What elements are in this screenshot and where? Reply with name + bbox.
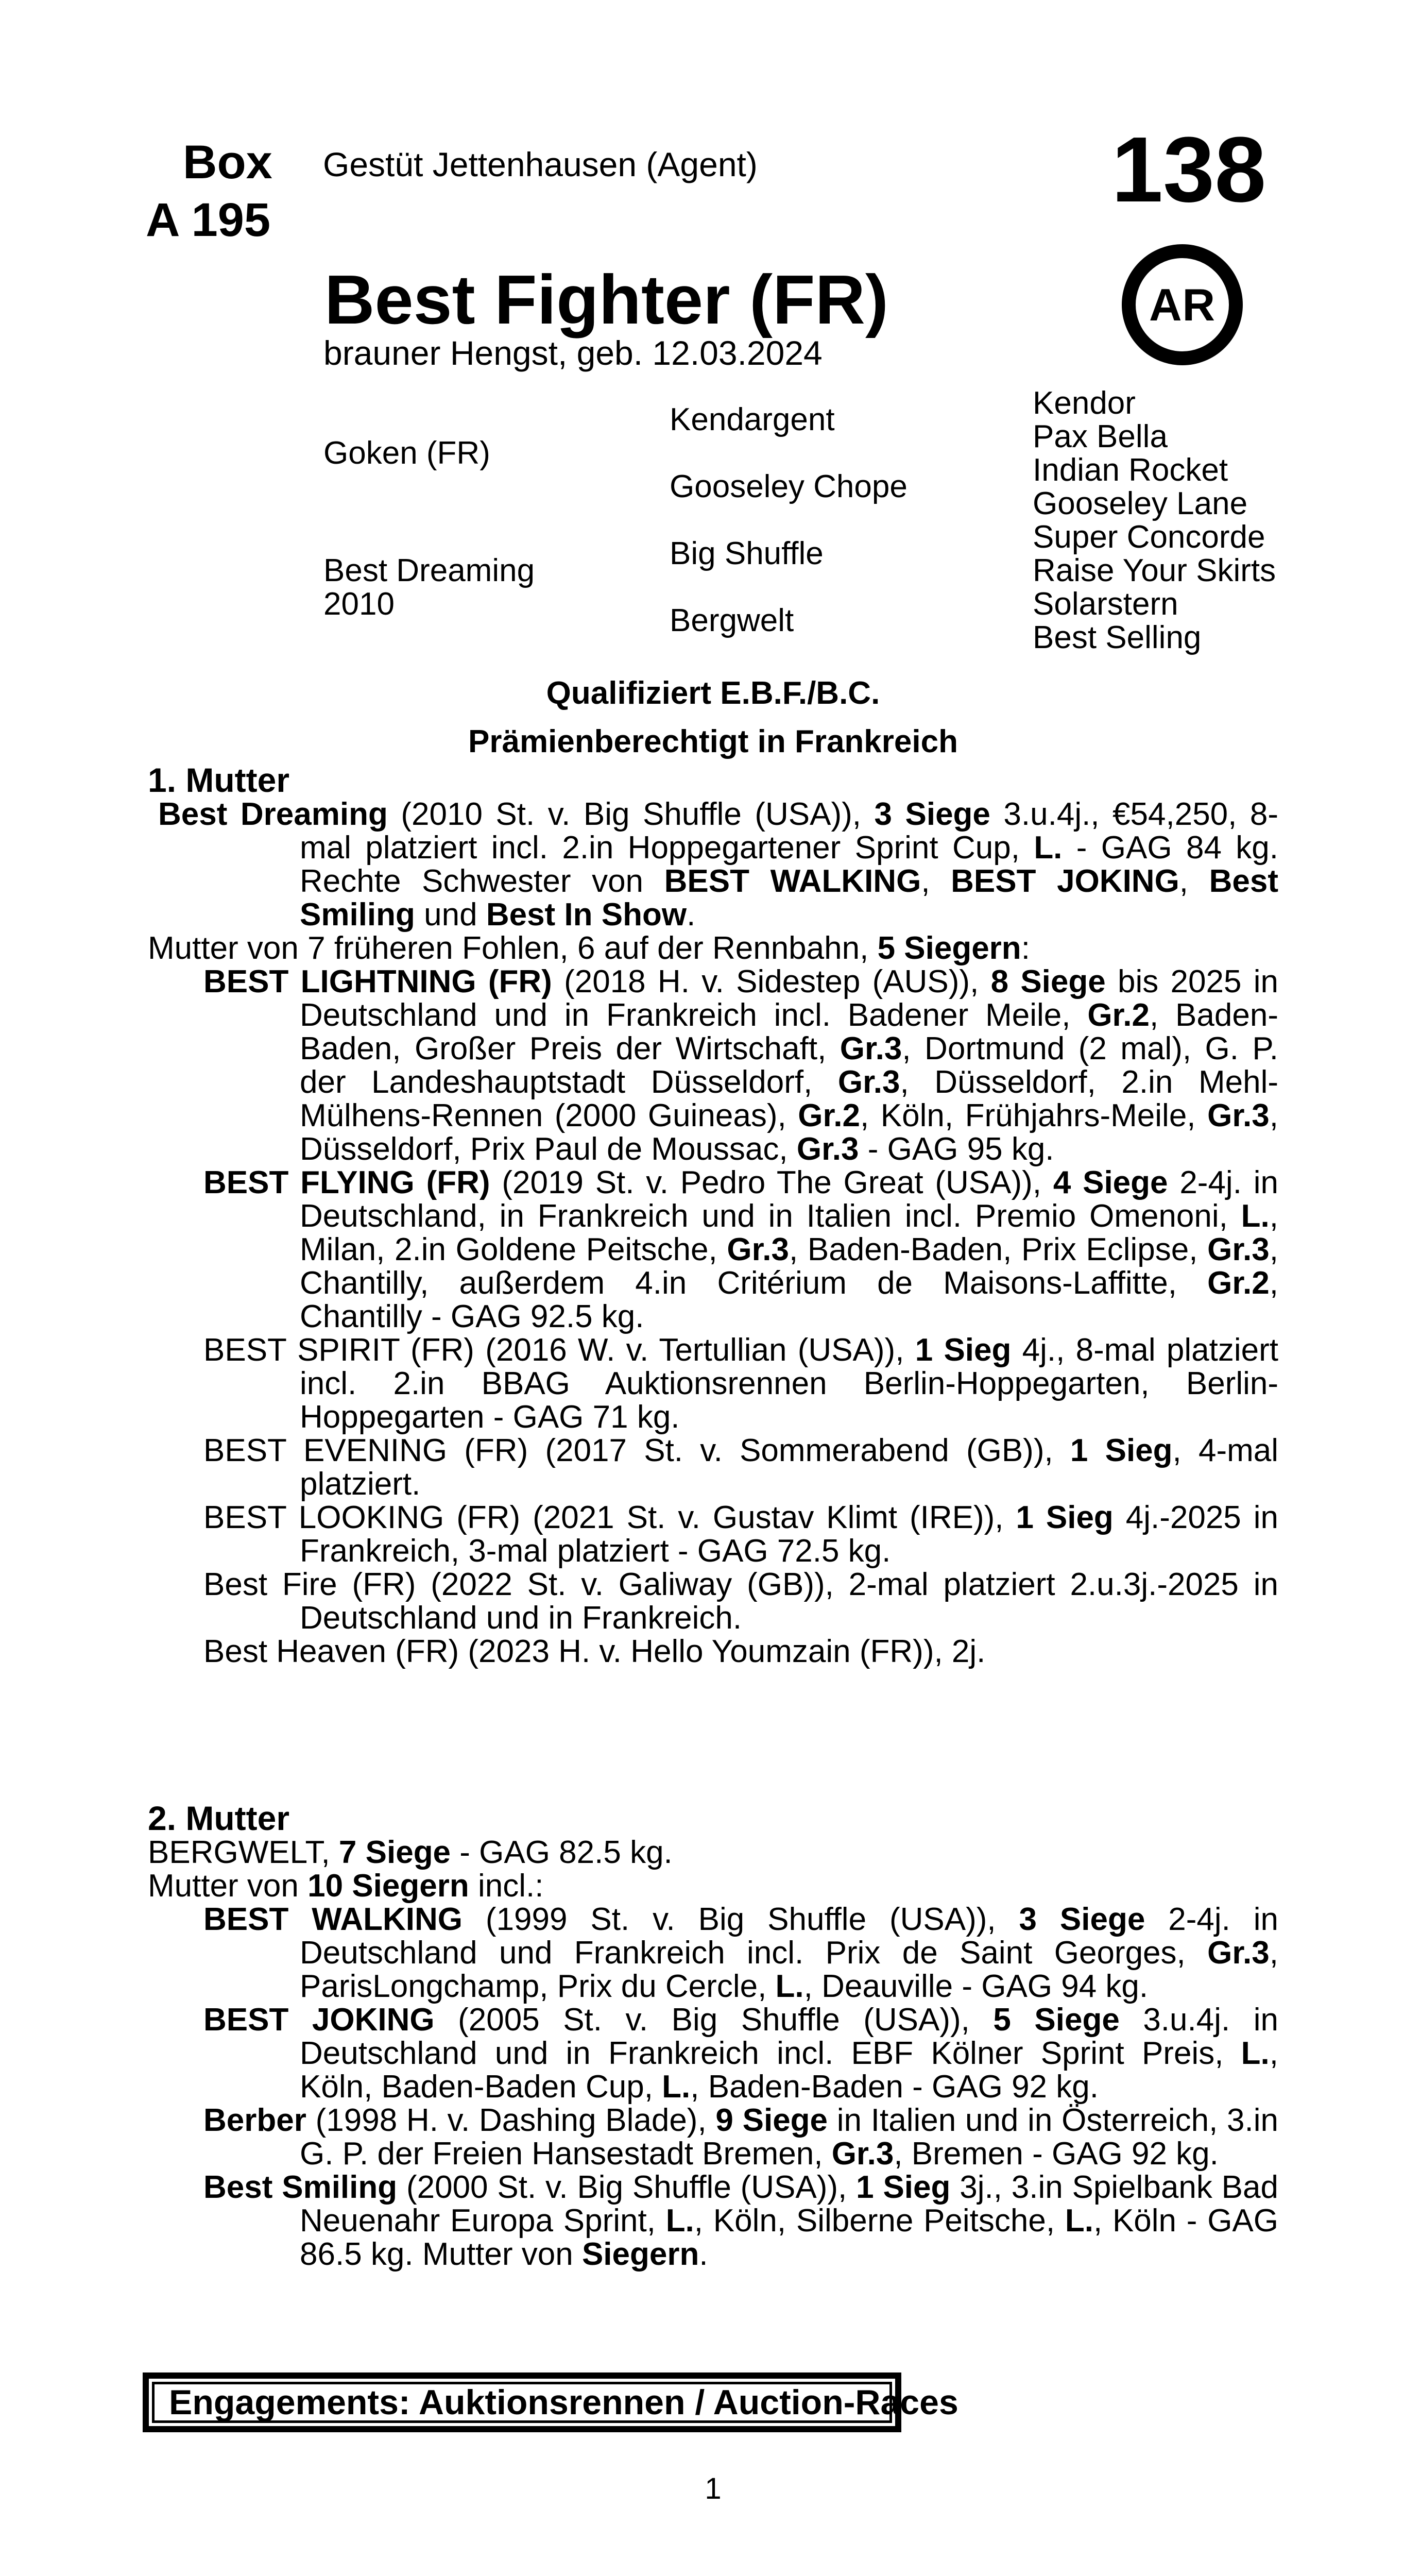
pedigree-cell: Indian Rocket	[1033, 452, 1228, 488]
pedigree-sire: Goken (FR)	[323, 435, 490, 471]
pedigree-paragraph: Best Dreaming (2010 St. v. Big Shuffle (USA)), 3 Siege 3.u.4j., €54,250, 8-mal platziert incl. 2.in Hoppegartener Sprint Cup, L. - GAG 84 kg. Rechte Schwester von BEST WALKING, BEST JOKING, Best Smiling und Best In Show.	[158, 796, 1279, 933]
engagements-box	[143, 2372, 958, 2432]
pedigree-paragraph: BEST SPIRIT (FR) (2016 W. v. Tertullian (USA)), 1 Sieg 4j., 8-mal platziert incl. 2.in BBAG Auktionsrennen Berlin-Hoppegarten, Berlin-Hoppegarten - GAG 71 kg.	[203, 1332, 1279, 1435]
pedigree-paragraph: BEST WALKING (1999 St. v. Big Shuffle (USA)), 3 Siege 2-4j. in Deutschland und Frankreich incl. Prix de Saint Georges, Gr.3, ParisLongchamp, Prix du Cercle, L., Deauville - GAG 94 kg.	[203, 1902, 1279, 2004]
pedigree-paragraph: BEST FLYING (FR) (2019 St. v. Pedro The Great (USA)), 4 Siege 2-4j. in Deutschland, in Frankreich und in Italien incl. Premio Omenoni, L., Milan, 2.in Goldene Peitsche, Gr.3, Baden-Baden, Prix Eclipse, Gr.3, Chantilly, außerdem 4.in Critérium de Maisons-Laffitte, Gr.2, Chantilly - GAG 92.5 kg.	[203, 1165, 1278, 1334]
ar-emblem-label: AR	[1149, 279, 1216, 330]
pedigree-cell: Solarstern	[1033, 586, 1178, 622]
pedigree-cell: Raise Your Skirts	[1033, 553, 1276, 588]
qualification-line: Qualifiziert E.B.F./B.C.	[546, 675, 880, 711]
pedigree-paragraph: Mutter von 7 früheren Fohlen, 6 auf der Rennbahn, 5 Siegern:	[148, 930, 1030, 966]
lot-number: 138	[1111, 118, 1266, 222]
engagements-inner-frame	[152, 2382, 958, 2423]
horse-description: brauner Hengst, geb. 12.03.2024	[323, 334, 823, 372]
pedigree-cell: Pax Bella	[1033, 419, 1168, 454]
pedigree-dam: Best Dreaming	[323, 553, 535, 588]
box-number: A 195	[146, 194, 271, 246]
box-label: Box	[183, 136, 272, 189]
pedigree-paragraph: BEST EVENING (FR) (2017 St. v. Sommerabend (GB)), 1 Sieg, 4-mal platziert.	[203, 1433, 1278, 1502]
consignor-name: Gestüt Jettenhausen (Agent)	[323, 145, 758, 183]
pedigree-cell: Best Selling	[1033, 620, 1202, 655]
horse-name: Best Fighter (FR)	[324, 261, 888, 338]
section-heading: 1. Mutter	[148, 761, 290, 799]
ar-emblem-icon	[1122, 244, 1243, 365]
pedigree-cell: Kendor	[1033, 385, 1136, 421]
pedigree-dam-year: 2010	[323, 586, 395, 622]
pedigree-paragraph: BERGWELT, 7 Siege - GAG 82.5 kg.	[148, 1835, 673, 1870]
pedigree-cell: Gooseley Lane	[1033, 486, 1248, 521]
pedigree-paragraph: Best Smiling (2000 St. v. Big Shuffle (USA)), 1 Sieg 3j., 3.in Spielbank Bad Neuenahr Europa Sprint, L., Köln, Silberne Peitsche, L., Köln - GAG 86.5 kg. Mutter von Siegern.	[203, 2170, 1279, 2272]
page-number: 1	[705, 2472, 722, 2505]
pedigree-paragraph: BEST LOOKING (FR) (2021 St. v. Gustav Klimt (IRE)), 1 Sieg 4j.-2025 in Frankreich, 3-mal platziert - GAG 72.5 kg.	[203, 1500, 1278, 1569]
pedigree-paragraph: BEST LIGHTNING (FR) (2018 H. v. Sidestep (AUS)), 8 Siege bis 2025 in Deutschland und in Frankreich incl. Badener Meile, Gr.2, Baden-Baden, Großer Preis der Wirtschaft, Gr.3, Dortmund (2 mal), G. P. der Landeshauptstadt Düsseldorf, Gr.3, Düsseldorf, 2.in Mehl-Mülhens-Rennen (2000 Guineas), Gr.2, Köln, Frühjahrs-Meile, Gr.3, Düsseldorf, Prix Paul de Moussac, Gr.3 - GAG 95 kg.	[203, 964, 1278, 1167]
pedigree-paragraph: BEST JOKING (2005 St. v. Big Shuffle (USA)), 5 Siege 3.u.4j. in Deutschland und in Frankreich incl. EBF Kölner Sprint Preis, L., Köln, Baden-Baden Cup, L., Baden-Baden - GAG 92 kg.	[203, 2002, 1279, 2105]
pedigree-cell: Super Concorde	[1033, 519, 1265, 555]
premium-line: Prämienberechtigt in Frankreich	[468, 724, 958, 759]
pedigree-cell: Big Shuffle	[670, 536, 824, 571]
pedigree-paragraph: Best Fire (FR) (2022 St. v. Galiway (GB)), 2-mal platziert 2.u.3j.-2025 in Deutschland und in Frankreich.	[203, 1567, 1278, 1636]
section-first-dam	[148, 762, 1278, 1668]
pedigree-cell: Kendargent	[670, 402, 835, 437]
pedigree-paragraph: Mutter von 10 Siegern incl.:	[148, 1868, 544, 1904]
section-heading: 2. Mutter	[148, 1799, 290, 1837]
pedigree-cell: Bergwelt	[670, 603, 794, 638]
engagements-text: Engagements: Auktionsrennen / Auction-Races	[169, 2383, 958, 2422]
section-second-dam	[148, 1801, 1278, 2271]
pedigree-cell: Gooseley Chope	[670, 469, 908, 504]
pedigree-paragraph: Best Heaven (FR) (2023 H. v. Hello Youmzain (FR)), 2j.	[203, 1634, 986, 1669]
pedigree-paragraph: Berber (1998 H. v. Dashing Blade), 9 Siege in Italien und in Österreich, 3.in G. P. der Freien Hansestadt Bremen, Gr.3, Bremen - GAG 92 kg.	[203, 2103, 1279, 2172]
